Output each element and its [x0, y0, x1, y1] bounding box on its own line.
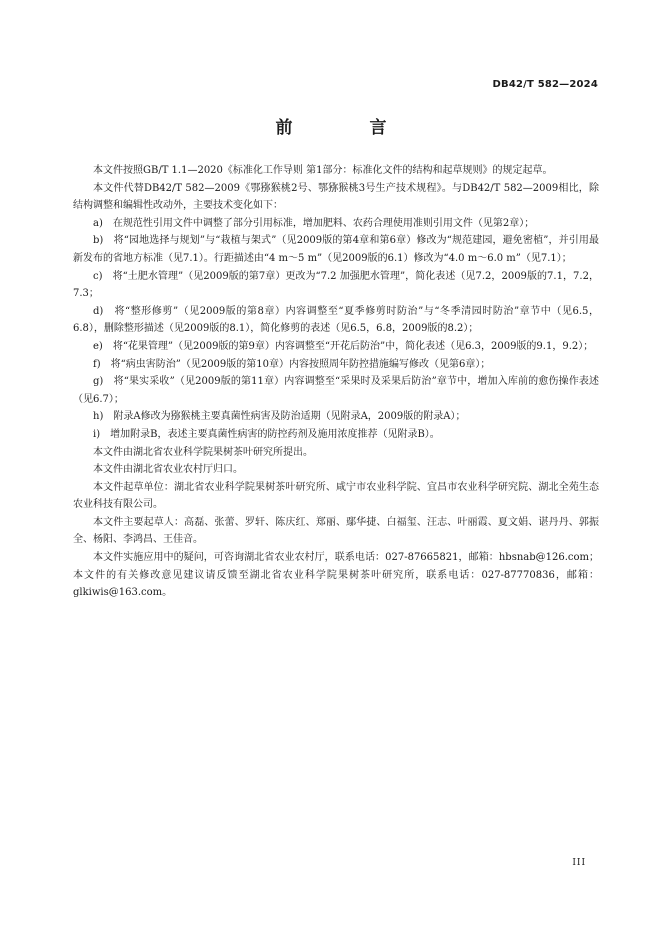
paragraph-proposer: 本文件由湖北省农业科学院果树茶叶研究所提出。	[93, 446, 313, 458]
paragraph-drafting-rules: 本文件按照GB/T 1.1—2020《标准化工作导则 第1部分：标准化文件的结构和起草规则》的规定起草。	[93, 165, 553, 176]
paragraph-administrator: 本文件由湖北省农业农村厅归口。	[93, 464, 243, 476]
standard-code: DB42/T 582—2024	[492, 79, 598, 90]
paragraph-drafting-units: 本文件起草单位：湖北省农业科学院果树茶叶研究所、咸宁市农业科学院、宜昌市农业科学研究院、湖北全苑生态农业科技有限公司。	[73, 481, 599, 511]
list-item: h) 附录A修改为猕猴桃主要真菌性病害及防治适期（见附录A，2009版的附录A）；	[93, 411, 466, 423]
paragraph-drafters: 本文件主要起草人：高磊、张蕾、罗轩、陈庆红、郑丽、鄢华捷、白福玺、汪志、叶丽霞、夏文娟、谌丹丹、郭振全、杨阳、李鸿昌、王佳音。	[73, 516, 599, 546]
paragraph-contact: 本文件实施应用中的疑问，可咨询湖北省农业农村厅，联系电话：027-87665821，邮箱：hbsnab@126.com；本文件的有关修改意见建议请反馈至湖北省农业科学院果树茶叶研究所，联系电话：027-87770836，邮箱：glkiwis@163.com。	[73, 552, 599, 599]
list-item: f) 将“病虫害防治”（见2009版的第10章）内容按照周年防控措施编写修改（见第6章）；	[93, 358, 491, 370]
list-item: i) 增加附录B，表述主要真菌性病害的防控药剂及施用浓度推荐（见附录B）。	[93, 428, 440, 440]
list-item: e) 将“花果管理”（见2009版的第9章）内容调整至“开花后防治”中，简化表述（见6.3，2009版的9.1，9.2）；	[93, 340, 594, 352]
page-title: 前 言	[275, 118, 417, 138]
document-body	[73, 162, 599, 602]
list-item: d) 将“整形修剪”（见2009版的第8章）内容调整至“夏季修剪时防治”与“冬季清园时防治”章节中（见6.5，6.8），删除整形描述（见2009版的8.1），简化修剪的表述（见6.5，6.8，2009版的8.2）；	[73, 305, 599, 335]
list-item: b) 将“园地选择与规划”与“栽植与架式”（见2009版的第4章和第6章）修改为“规范建园，避免密植”，并引用最新发布的省地方标准（见7.1）。行距描述由“4 m～5 m”（见2009版的6.1）修改为“4.0 m～6.0 m”（见7.1）；	[73, 235, 599, 264]
technical-changes-list	[73, 215, 599, 444]
list-item: a) 在规范性引用文件中调整了部分引用标准，增加肥料、农药合理使用准则引用文件（见第2章）；	[93, 217, 535, 229]
page-number: III	[572, 858, 586, 868]
list-item: g) 将“果实采收”（见2009版的第11章）内容调整至“采果时及采果后防治”章节中，增加入库前的愈伤操作表述（见6.7）；	[73, 376, 599, 405]
list-item: c) 将“土肥水管理”（见2009版的第7章）更改为“7.2 加强肥水管理”，简化表述（见7.2，2009版的7.1，7.2，7.3；	[73, 270, 599, 300]
paragraph-replacement: 本文件代替DB42/T 582—2009《鄂猕猴桃2号、鄂猕猴桃3号生产技术规程》。与DB42/T 582—2009相比，除结构调整和编辑性改动外，主要技术变化如下：	[73, 182, 599, 212]
